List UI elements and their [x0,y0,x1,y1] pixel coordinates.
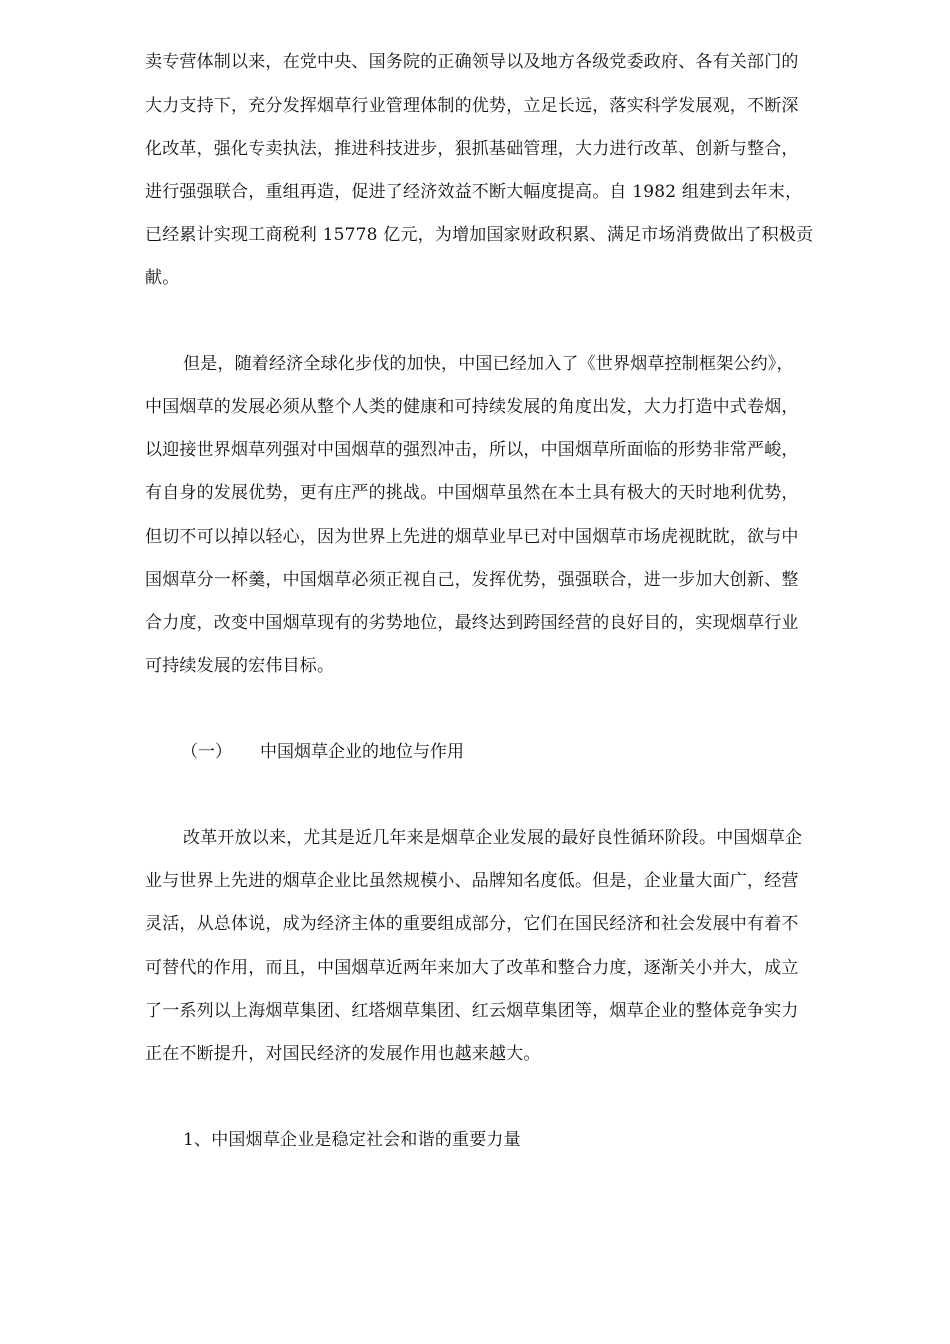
text-line: 正在不断提升，对国民经济的发展作用也越来越大。 [145,1044,541,1064]
text-line: 合力度，改变中国烟草现有的劣势地位，最终达到跨国经营的良好目的，实现烟草行业 [145,613,799,633]
text-line: 献。 [145,268,180,288]
text-line: 进行强强联合，重组再造，促进了经济效益不断大幅度提高。自 1982 组建到去年末， [145,182,803,202]
section-number: （一） [181,742,232,762]
text-line: 卖专营体制以来，在党中央、国务院的正确领导以及地方各级党委政府、各有关部门的 [145,52,799,72]
text-line: 可替代的作用，而且，中国烟草近两年来加大了改革和整合力度，逐渐关小并大，成立 [145,958,799,978]
text-line: 可持续发展的宏伟目标。 [145,656,335,676]
text-line: 中国烟草的发展必须从整个人类的健康和可持续发展的角度出发，大力打造中式卷烟， [145,397,799,417]
text-line: 但切不可以掉以轻心，因为世界上先进的烟草业早已对中国烟草市场虎视眈眈，欲与中 [145,527,799,547]
text-line: 大力支持下，充分发挥烟草行业管理体制的优势，立足长远，落实科学发展观，不断深 [145,96,799,116]
text-line: 改革开放以来，尤其是近几年来是烟草企业发展的最好良性循环阶段。中国烟草企 [183,828,803,848]
text-line: 业与世界上先进的烟草企业比虽然规模小、品牌知名度低。但是，企业量大面广，经营 [145,871,799,891]
text-line: 化改革，强化专卖执法，推进科技进步，狠抓基础管理，大力进行改革、创新与整合， [145,139,799,159]
text-line: 有自身的发展优势，更有庄严的挑战。中国烟草虽然在本土具有极大的天时地利优势， [145,483,799,503]
section-title: 中国烟草企业的地位与作用 [260,742,464,762]
text-line: 已经累计实现工商税利 15778 亿元，为增加国家财政积累、满足市场消费做出了积极贡 [145,225,814,245]
text-line: 了一系列以上海烟草集团、红塔烟草集团、红云烟草集团等，烟草企业的整体竞争实力 [145,1001,799,1021]
text-line: 但是，随着经济全球化步伐的加快，中国已经加入了《世界烟草控制框架公约》， [183,354,794,374]
text-line: 以迎接世界烟草列强对中国烟草的强烈冲击，所以，中国烟草所面临的形势非常严峻， [145,440,799,460]
text-line: 灵活，从总体说，成为经济主体的重要组成部分，它们在国民经济和社会发展中有着不 [145,914,799,934]
text-line: 国烟草分一杯羹，中国烟草必须正视自己，发挥优势，强强联合，进一步加大创新、整 [145,570,799,590]
subheading: 1、中国烟草企业是稳定社会和谐的重要力量 [183,1130,521,1150]
